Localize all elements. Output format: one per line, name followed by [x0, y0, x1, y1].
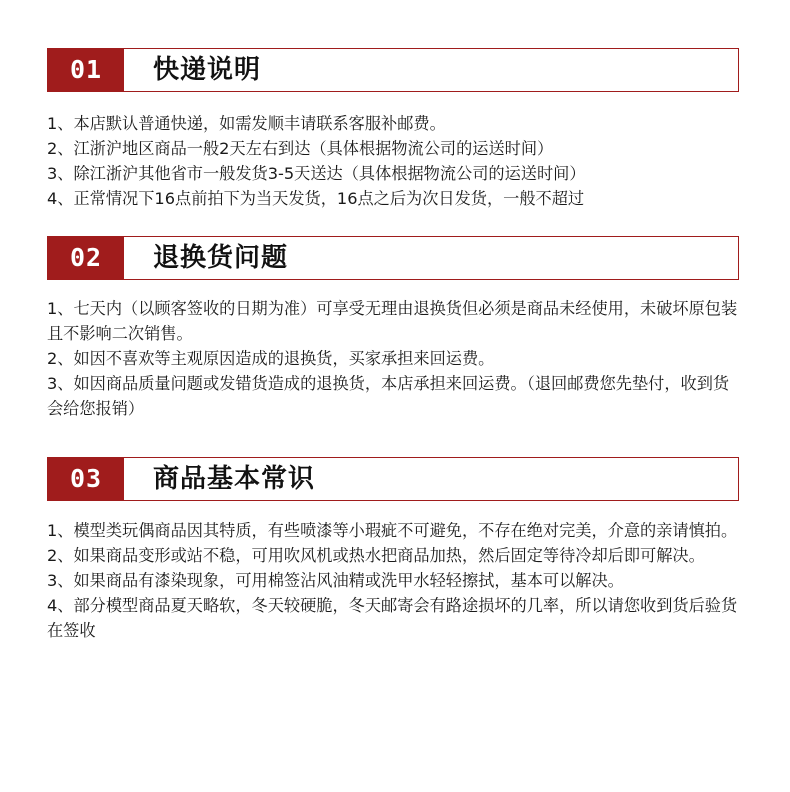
section-header-product-info — [47, 457, 739, 501]
section-number: 01 — [69, 55, 103, 84]
list-item: 1、模型类玩偶商品因其特质，有些喷漆等小瑕疵不可避免，不存在绝对完美，介意的亲请慎拍。 — [47, 521, 738, 540]
section-body-returns — [47, 296, 739, 421]
list-item: 3、除江浙沪其他省市一般发货3-5天送达（具体根据物流公司的运送时间） — [47, 164, 586, 183]
list-item: 4、部分模型商品夏天略软，冬天较硬脆，冬天邮寄会有路途损坏的几率，所以请您收到货后验货在签收 — [47, 596, 738, 640]
list-item: 2、江浙沪地区商品一般2天左右到达（具体根据物流公司的运送时间） — [47, 139, 554, 158]
list-item: 1、本店默认普通快递，如需发顺丰请联系客服补邮费。 — [47, 114, 446, 133]
section-body-product-info — [47, 518, 739, 643]
list-item: 4、正常情况下16点前拍下为当天发货，16点之后为次日发货，一般不超过 — [47, 189, 585, 208]
section-badge — [48, 458, 124, 500]
section-badge — [48, 49, 124, 91]
section-number: 03 — [69, 464, 103, 493]
list-item: 2、如果商品变形或站不稳，可用吹风机或热水把商品加热，然后固定等待冷却后即可解决。 — [47, 546, 705, 565]
section-header-shipping — [47, 48, 739, 92]
list-item: 1、七天内（以顾客签收的日期为准）可享受无理由退换货但必须是商品未经使用，未破坏原包装且不影响二次销售。 — [47, 299, 738, 343]
list-item: 2、如因不喜欢等主观原因造成的退换货，买家承担来回运费。 — [47, 349, 495, 368]
section-badge — [48, 237, 124, 279]
section-number: 02 — [69, 243, 103, 272]
section-header-returns — [47, 236, 739, 280]
section-title-returns: 退换货问题 — [153, 243, 289, 273]
list-item: 3、如因商品质量问题或发错货造成的退换货，本店承担来回运费。（退回邮费您先垫付，收到货会给您报销） — [47, 374, 730, 418]
list-item: 3、如果商品有漆染现象，可用棉签沾风油精或洗甲水轻轻擦拭，基本可以解决。 — [47, 571, 624, 590]
section-title-product-info: 商品基本常识 — [153, 464, 316, 494]
section-body-shipping — [47, 111, 739, 211]
section-title-shipping: 快递说明 — [153, 55, 262, 85]
